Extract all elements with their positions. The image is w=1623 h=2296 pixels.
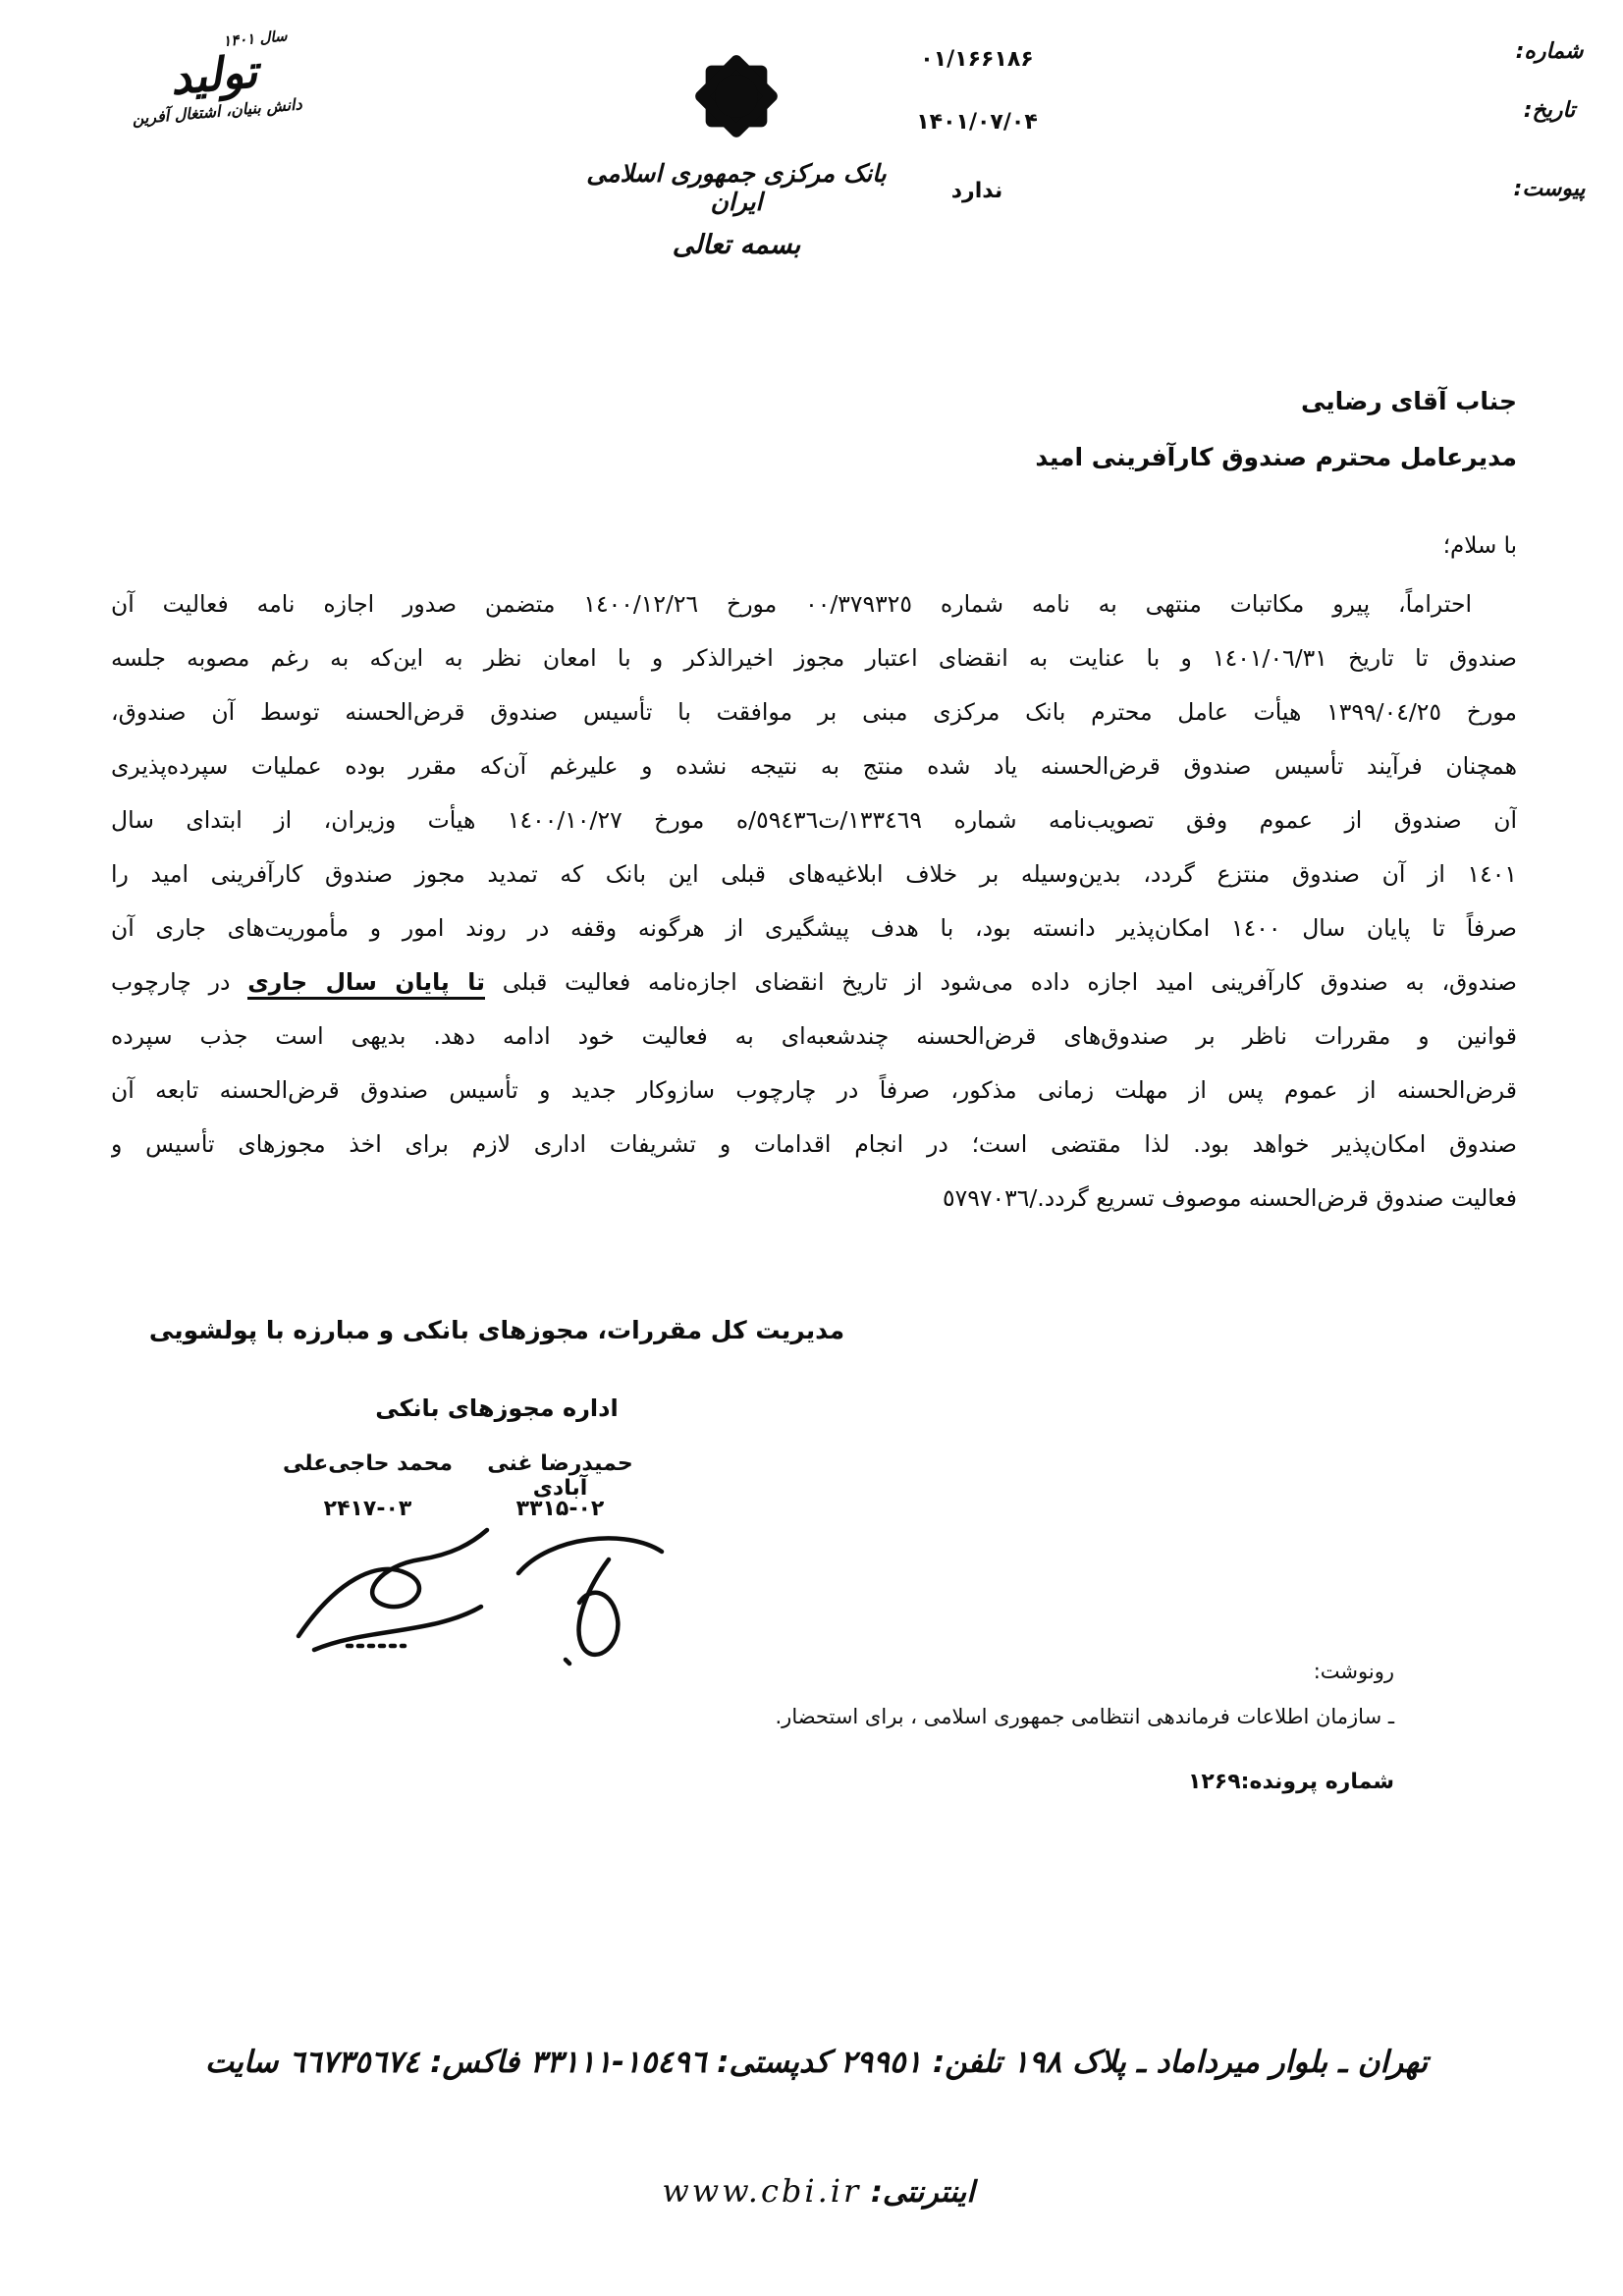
handwritten-signature-1 — [511, 1524, 668, 1671]
footer-web-line — [0, 2172, 1623, 2210]
signer2-code: ۲۴۱۷-۰۳ — [323, 1497, 412, 1521]
recipient-title: مدیرعامل محترم صندوق کارآفرینی امید — [1035, 443, 1517, 471]
signer1-code: ۳۳۱۵-۰۲ — [515, 1497, 605, 1521]
signer1-name: حمیدرضا غنی آبادی — [487, 1451, 633, 1501]
body-line: قوانین و مقررات ناظر بر صندوق‌های قرض‌الحسنه چندشعبه‌ای به فعالیت خود ادامه دهد. بدیهی است جذب سپرده — [111, 1022, 1517, 1050]
body-line: صندوق امکان‌پذیر خواهد بود. لذا مقتضی است؛ در انجام اقدامات و تشریفات اداری لازم برای اخذ مجوزهای تأسیس و — [111, 1130, 1517, 1158]
cc-block — [776, 1660, 1395, 1794]
ref-number-label: شماره: — [1515, 39, 1584, 64]
office-title: اداره مجوزهای بانکی — [375, 1394, 619, 1422]
body-line — [111, 956, 1517, 1010]
slogan-title: تولید — [168, 44, 260, 105]
recipient-block — [1035, 373, 1517, 485]
footer-phone-label: تلفن: — [932, 2045, 1002, 2080]
date-value: ۱۴۰۱/۰۷/۰۴ — [916, 110, 1038, 135]
cc-label: رونوشت: — [1313, 1660, 1394, 1683]
slogan-subtitle: دانش بنیان، اشتغال آفرین — [131, 94, 303, 129]
ref-number-value: ۰۱/۱۶۶۱۸۶ — [920, 47, 1034, 72]
footer-postal-code: ١٥٤٩٦-٣٣١١١ — [529, 2045, 707, 2080]
body-paragraph — [111, 577, 1517, 1226]
footer-address: تهران ـ بلوار میرداماد ـ پلاک ١٩٨ — [1012, 2045, 1429, 2080]
bank-name: بانک مرکزی جمهوری اسلامی ایران — [586, 159, 887, 216]
body-line: صندوق تا تاریخ ١٤٠١/٠٦/٣١ و با عنایت به انقضای اعتبار مجوز اخیرالذکر و با امعان نظر به این‌که به رغم مصوبه جلسه — [111, 644, 1517, 672]
file-number: شماره پرونده:۱۲۶۹ — [1187, 1770, 1394, 1794]
body-line: آن صندوق از عموم وفق تصویب‌نامه شماره ١٣٣٤٦٩/ت٥٩٤٣٦/ه مورخ ١٤٠٠/١٠/٢٧ هیأت وزیران، از ابتدای سال — [111, 806, 1517, 834]
recipient-name: جناب آقای رضایی — [1301, 387, 1517, 415]
department-title: مدیریت کل مقررات، مجوزهای بانکی و مبارزه با پولشویی — [148, 1316, 845, 1344]
body-line: فعالیت صندوق قرض‌الحسنه موصوف تسریع گردد./٥٧٩٧٠٣٦ — [942, 1184, 1517, 1212]
production-slogan — [83, 23, 346, 133]
body-line: همچنان فرآیند تأسیس صندوق قرض‌الحسنه یاد شده منتج به نتیجه نشده و علیرغم آن‌که مقرر بوده عملیات سپرده‌پذیری — [111, 752, 1517, 780]
footer-fax-label: فاکس: — [430, 2045, 520, 2080]
footer-fax: ٦٦٧٣٥٦٧٤ — [289, 2045, 420, 2080]
body-line: احتراماً، پیرو مکاتبات منتهی به نامه شماره ٠٠/٣٧٩٣٢٥ مورخ ١٤٠٠/١٢/٢٦ متضمن صدور اجازه نامه فعالیت آن — [111, 590, 1472, 618]
footer-site-label: سایت — [204, 2045, 279, 2080]
body-line: صرفاً تا پایان سال ١٤٠٠ امکان‌پذیر دانسته بود، با هدف پیشگیری از هرگونه وقفه در روند امور و مأموریت‌های جاری آن — [111, 914, 1517, 942]
attachment-label: پیوست: — [1513, 177, 1586, 201]
cc-item: ـ سازمان اطلاعات فرماندهی انتظامی جمهوری اسلامی ، برای استحضار. — [775, 1705, 1394, 1728]
footer-contact-line — [128, 2045, 1505, 2080]
date-label: تاریخ: — [1523, 98, 1576, 123]
body-line: مورخ ١٣٩٩/٠٤/٢٥ هیأت عامل محترم بانک مرکزی مبنی بر موافقت با تأسیس صندوق قرض‌الحسنه توسط آن صندوق، — [111, 698, 1517, 726]
signer2-name: محمد حاجی‌علی — [282, 1451, 454, 1476]
slogan-year: سال ۱۴۰۱ — [222, 27, 289, 51]
body-line: قرض‌الحسنه از عموم پس از مهلت زمانی مذکور، صرفاً در چارچوب سازوکار جدید و تأسیس صندوق قرض‌الحسنه تابعه آن — [111, 1076, 1517, 1104]
footer-phone: ٢٩٩٥١ — [839, 2045, 923, 2080]
footer-postal-label: کدپستی: — [717, 2045, 830, 2080]
attachment-value: ندارد — [950, 179, 1003, 203]
basmala: بسمه تعالی — [672, 230, 801, 260]
footer-web-label: اینترنتی: — [870, 2175, 975, 2210]
salutation: با سلام؛ — [1442, 533, 1517, 559]
central-bank-emblem-icon — [682, 41, 790, 151]
body-line: ١٤٠١ از آن صندوق منتزع گردد، بدین‌وسیله بر خلاف ابلاغیه‌های قبلی این بانک که تمدید مجوز صندوق کارآفرینی امید را — [111, 860, 1517, 888]
body-line-post: در چارچوب — [111, 968, 248, 996]
footer-web-url: www.cbi.ir — [662, 2172, 862, 2210]
handwritten-signature-2 — [287, 1520, 498, 1667]
body-line-pre: صندوق، به صندوق کارآفرینی امید اجازه داده می‌شود از تاریخ انقضای اجازه‌نامه فعالیت قبلی — [484, 968, 1517, 996]
emphasis-phrase: تا پایان سال جاری — [247, 968, 485, 1000]
